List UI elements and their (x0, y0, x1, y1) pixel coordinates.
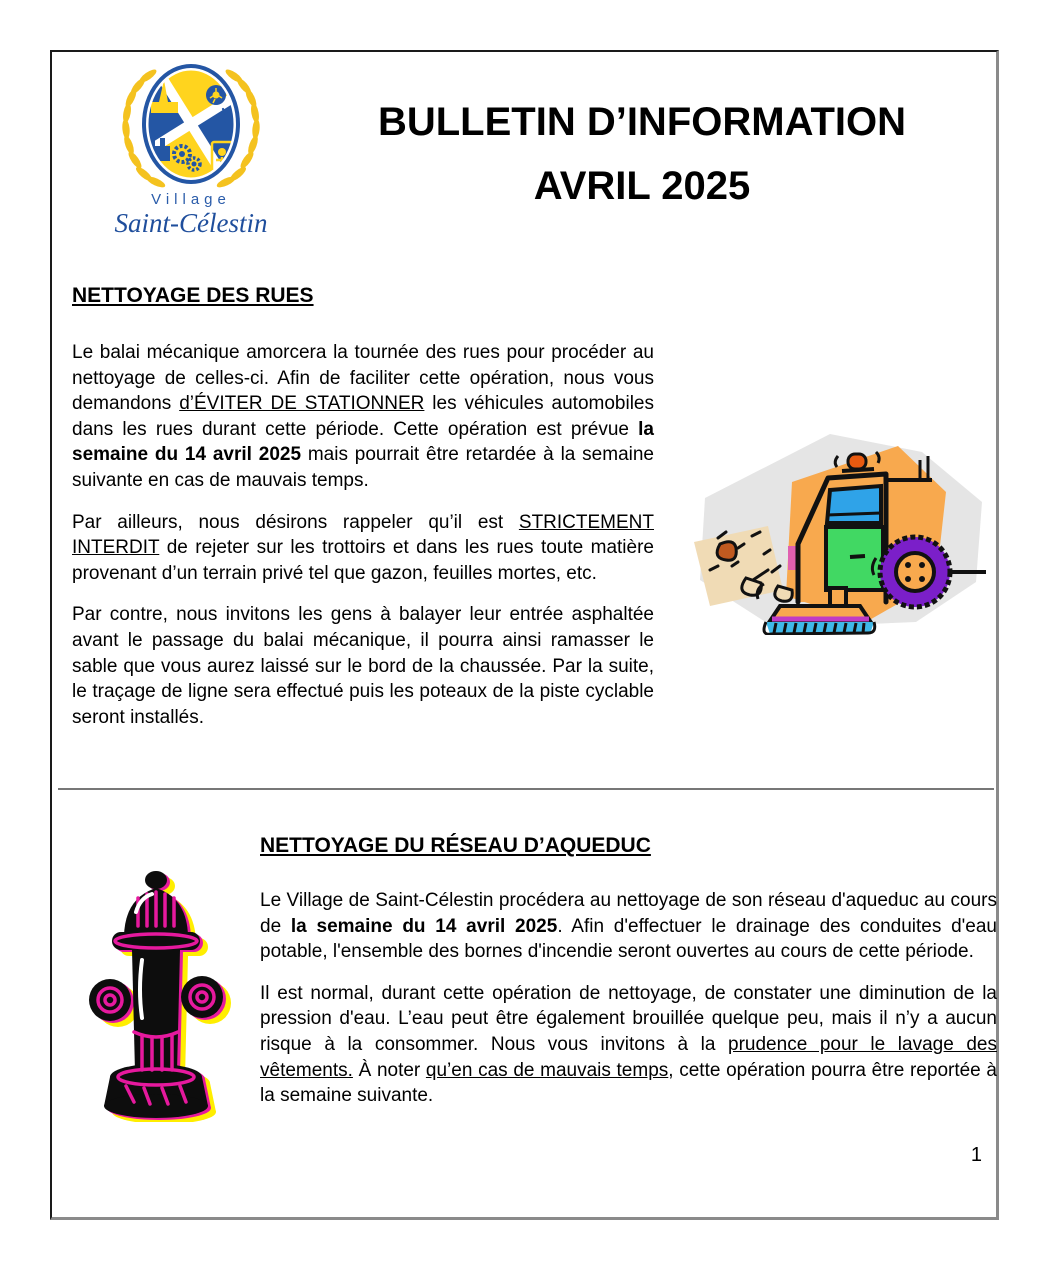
section-aqueduct-cleaning (52, 834, 996, 1125)
street-sweeper-illustration (680, 420, 990, 635)
logo-village-text: Village (151, 191, 231, 208)
section-heading: NETTOYAGE DU RÉSEAU D’AQUEDUC (260, 834, 651, 857)
section-body (72, 340, 654, 730)
paragraph: Il est normal, durant cette opération de nettoyage, de constater une diminution de la pression d'eau. L’eau peut être également brouillée quelque peu, mais il n’y a aucun risque à la consommer. Nous vous invitons à la prudence pour le lavage des vêtements. À noter qu’en cas de mauvais temps, cette opération pourra être reportée à la semaine suivante. (260, 982, 997, 1107)
paragraph: Le balai mécanique amorcera la tournée des rues pour procéder au nettoyage de celles-ci. Afin de faciliter cette opération, nous vous demandons d’ÉVITER DE STATIONNER les véhicules automobiles dans les rues durant cette période. Cette opération est prévue la semaine du 14 avril 2025 mais pourrait être retardée à la semaine suivante en cas de mauvais temps. (72, 342, 655, 491)
page-border (50, 50, 999, 1220)
page-number: 1 (970, 1144, 982, 1166)
village-logo (102, 62, 280, 238)
bulletin-title (322, 90, 962, 218)
logo-name-text: Saint-Célestin (114, 208, 268, 238)
beacon-light (848, 454, 866, 469)
paragraph: Le Village de Saint-Célestin procédera au nettoyage de son réseau d'aqueduc au cours de la semaine du 14 avril 2025. Afin d'effectuer le drainage des conduites d'eau potable, l'ensemble des bornes d'incendie seront ouvertes au cours de cette période. (260, 890, 997, 963)
section-heading: NETTOYAGE DES RUES (72, 284, 314, 307)
leaf-glyph (717, 542, 736, 561)
section-body (260, 888, 997, 1109)
section-street-cleaning (72, 284, 654, 746)
paragraph: Par contre, nous invitons les gens à balayer leur entrée asphaltée avant le passage du balai mécanique, il pourra ainsi ramasser le sable que vous aurez laissé sur le bord de la chaussée. Par la suite, le traçage de ligne sera effectué puis les poteaux de la piste cyclable seront installés. (72, 604, 654, 728)
village-crest-icon (104, 62, 279, 190)
cab-window (827, 486, 881, 523)
title-line1: BULLETIN D’INFORMATION (377, 100, 907, 144)
paragraph: Par ailleurs, nous désirons rappeler qu’il est STRICTEMENT INTERDIT de rejeter sur les trottoirs et dans les rues toute matière provenant d’un terrain privé tel que gazon, feuilles mortes, etc. (72, 511, 654, 584)
title-line2: AVRIL 2025 (533, 164, 751, 208)
section-divider (58, 788, 994, 790)
fire-hydrant-illustration (76, 864, 236, 1122)
